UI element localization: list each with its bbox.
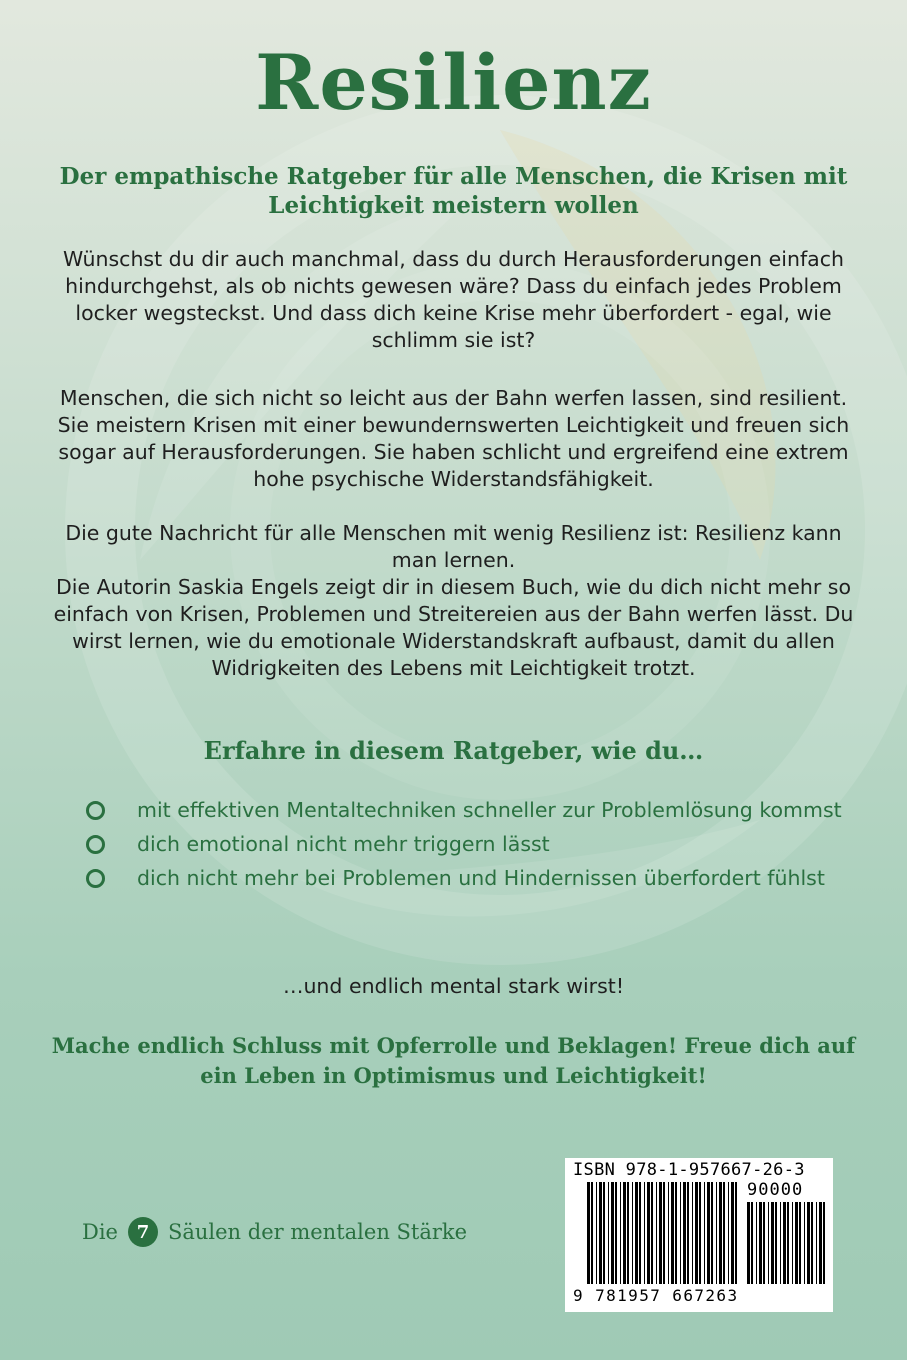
barcode-bar [711,1182,713,1284]
barcode-bar [799,1202,801,1284]
barcode-bar [608,1182,609,1284]
ean-number: 9 781957 667263 [573,1286,739,1305]
barcode-bar [756,1202,757,1284]
closing-statement: Mache endlich Schluss mit Opferrolle und Beklagen! Freue dich auf ein Leben in Optimismus und Leichtigkeit! [51,1033,856,1088]
barcode-bar [659,1182,662,1284]
barcode-bar [807,1202,810,1284]
series-label [82,1216,467,1248]
barcode-bar [783,1202,786,1284]
benefit-item [80,796,850,824]
barcode-bar [615,1182,617,1284]
good-news-paragraph: Die gute Nachricht für alle Menschen mit wenig Resilienz ist: Resilienz kann man lernen. [65,521,842,572]
circle-bullet-icon [86,869,105,888]
barcode-bar [747,1202,750,1284]
barcode-bar [675,1182,677,1284]
barcode-bar [620,1182,621,1284]
barcode-bar [719,1182,722,1284]
benefit-text: dich nicht mehr bei Problemen und Hindernissen überfordert fühlst [137,866,825,890]
barcode-bar [716,1182,717,1284]
benefit-list [80,796,850,898]
barcode-bar [819,1202,822,1284]
barcode-bar [804,1202,805,1284]
barcode-bar [623,1182,626,1284]
barcode-bar [671,1182,674,1284]
barcode-bar [635,1182,638,1284]
barcode-bar [692,1182,693,1284]
barcode-bar [680,1182,681,1284]
series-suffix: Säulen der mentalen Stärke [167,1220,468,1244]
barcode-bar [816,1202,817,1284]
barcode-bar [687,1182,689,1284]
barcode-bar [723,1182,725,1284]
barcode-bar [644,1182,645,1284]
resilience-paragraph: Menschen, die sich nicht so leicht aus der Bahn werfen lassen, sind resilient. Sie meistern Krisen mit einer bewundernswerten Leichtigkeit und freuen sich sogar auf Herausforderungen. Sie haben schlicht und ergreifend eine extrem hohe psychische Widerstandsfähigkeit. [57,386,850,491]
barcode-bar [599,1182,602,1284]
circle-bullet-icon [86,801,105,820]
barcode-bar [683,1182,686,1284]
barcode-bar [823,1202,825,1284]
barcode-bar [787,1202,789,1284]
barcode-bar [587,1182,590,1284]
barcode-bar [707,1182,710,1284]
author-paragraph: Die Autorin Saskia Engels zeigt dir in diesem Buch, wie du dich nicht mehr so einfach von Krisen, Problemen und Streitereien aus der Bahn werfen lässt. Du wirst lernen, wie du emotionale Widerstandskraft aufbaust, damit du allen Widrigkeiten des Lebens mit Leichtigkeit trotzt. [53,575,854,680]
barcode-bar [591,1182,593,1284]
barcode-bar [627,1182,629,1284]
barcode-bar [775,1202,777,1284]
series-number-badge: 7 [128,1217,158,1247]
series-prefix: Die [82,1220,118,1244]
barcode-bar [651,1182,653,1284]
learn-heading: Erfahre in diesem Ratgeber, wie du… [203,736,704,765]
barcode-bar [731,1182,734,1284]
barcode-bar [596,1182,597,1284]
barcode-bar [795,1202,798,1284]
barcode-bar [699,1182,701,1284]
barcode-bar [639,1182,641,1284]
benefit-text: dich emotional nicht mehr triggern lässt [137,832,550,856]
barcode-bar [632,1182,633,1284]
benefit-item [80,830,850,858]
barcode-bar [656,1182,657,1284]
barcode-bar [647,1182,650,1284]
barcode-bar [695,1182,698,1284]
barcode-bar [751,1202,753,1284]
benefit-item [80,864,850,892]
barcode-bar [780,1202,781,1284]
barcode-bar [668,1182,669,1284]
barcode-addon-number: 90000 [747,1180,804,1200]
barcode-bar [663,1182,665,1284]
barcode-bar [603,1182,605,1284]
barcode-bar [759,1202,762,1284]
barcode-bar [811,1202,813,1284]
barcode-bar [704,1182,705,1284]
circle-bullet-icon [86,835,105,854]
book-subtitle: Der empathische Ratgeber für alle Menschen, die Krisen mit Leichtigkeit meistern wollen [59,163,848,219]
intro-paragraph: Wünschst du dir auch manchmal, dass du durch Herausforderungen einfach hindurchgehst, als ob nichts gewesen wäre? Dass du einfach jedes Problem locker wegsteckst. Und dass dich keine Krise mehr überfordert - egal, wie schlimm sie ist? [62,247,845,352]
isbn-label: ISBN 978-1-957667-26-3 [573,1160,805,1180]
barcode-bar [768,1202,769,1284]
barcode-bar [735,1182,737,1284]
barcode-bar [763,1202,765,1284]
barcode-bar [728,1182,729,1284]
benefit-text: mit effektiven Mentaltechniken schneller zur Problemlösung kommst [137,798,842,822]
book-title: Resilienz [255,38,652,127]
barcode-bar [611,1182,614,1284]
ending-line: …und endlich mental stark wirst! [282,974,625,998]
isbn-barcode [565,1158,833,1312]
barcode-bar [771,1202,774,1284]
barcode-bar [792,1202,793,1284]
